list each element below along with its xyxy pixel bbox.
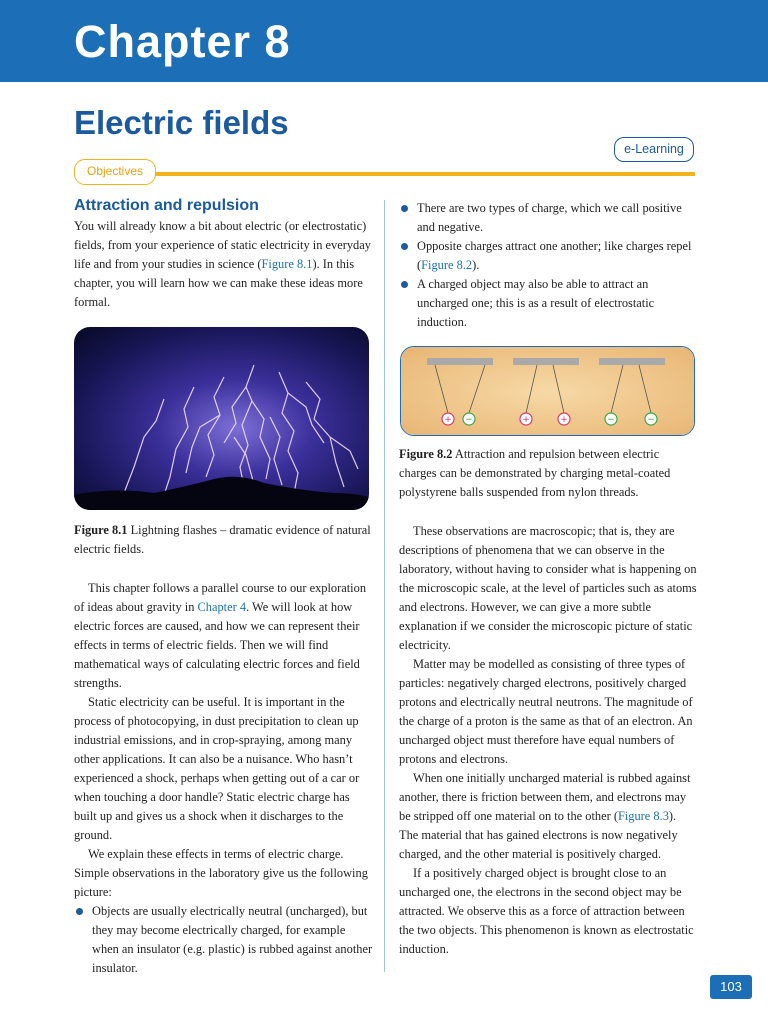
lightning-image xyxy=(74,327,369,510)
column-divider xyxy=(384,200,385,972)
charge-sign: − xyxy=(607,415,615,425)
figure-8-1-label: Figure 8.1 xyxy=(74,523,128,537)
bullet-icon xyxy=(401,243,408,250)
body-paragraph: We explain these effects in terms of electric charge. Simple observations in the laboratory give us the following picture: xyxy=(74,847,368,899)
chapter-number: Chapter 8 xyxy=(74,16,291,67)
elearning-button[interactable]: e-Learning xyxy=(614,137,694,162)
lightning-photo xyxy=(74,327,369,510)
paragraph-text: This chapter follows a parallel course to our exploration of ideas about gravity in xyxy=(74,581,367,614)
support-bar xyxy=(513,358,579,365)
list-item-text: Opposite charges attract one another; like charges repel ( xyxy=(417,239,692,272)
figure-8-3-link[interactable]: Figure 8.3 xyxy=(617,809,669,823)
right-body xyxy=(399,522,697,959)
body-paragraph xyxy=(74,579,374,693)
body-paragraph: Matter may be modelled as consisting of three types of particles: negatively charged electrons, positively charged protons and electrically neutral neutrons. The magnitude of the charge of a proton is the same as that of an electron. An uncharged object must therefore have equal numbers of protons and electrons. xyxy=(399,657,693,766)
intro-text: You will already know a bit about electric (or electrostatic) fields, from your experience of static electricity in everyday life and from your studies in science ( xyxy=(74,219,371,271)
figure-8-2-caption xyxy=(399,445,697,502)
bullet-icon xyxy=(401,205,408,212)
objectives-button[interactable]: Objectives xyxy=(74,159,156,185)
objectives-rule xyxy=(150,172,695,176)
charge-sign: − xyxy=(647,415,655,425)
chapter-title: Electric fields xyxy=(74,104,289,141)
figure-8-2-caption-text: Attraction and repulsion between electric charges can be demonstrated by charging metal-coated polystyrene balls suspended from nylon threads. xyxy=(399,447,671,499)
support-bar xyxy=(599,358,665,365)
chapter-4-link[interactable]: Chapter 4 xyxy=(197,600,247,614)
body-paragraph xyxy=(399,769,697,864)
paragraph-text-end: ). The material that has gained electrons is now negatively charged, and the other material is positively charged. xyxy=(399,809,678,861)
figure-8-2-label: Figure 8.2 xyxy=(399,447,453,461)
intro-paragraph xyxy=(74,217,374,312)
bullet-list xyxy=(74,902,374,978)
chapter-banner xyxy=(0,0,768,82)
charged-balls-figure xyxy=(400,346,695,436)
figure-8-2-link[interactable]: Figure 8.2 xyxy=(421,258,473,272)
bullet-icon xyxy=(76,908,83,915)
body-paragraph: Static electricity can be useful. It is important in the process of photocopying, in dust precipitation to clean up industrial emissions, and in crop-spraying, among many other applications. It can also be a nuisance. Who hasn’t experienced a shock, perhaps when getting out of a car or when touching a door handle? Static electric charge has built up and gives us a shock when it discharges to the ground. xyxy=(74,695,360,842)
figure-8-1-caption xyxy=(74,521,374,559)
list-item-text: A charged object may also be able to attract an uncharged one; this is as a result of electrostatic induction. xyxy=(417,277,655,329)
right-bullets xyxy=(399,199,697,332)
paragraph-text: When one initially uncharged material is rubbed against another, there is friction between them, and electrons may be stripped off one material on to the other ( xyxy=(399,771,691,823)
figure-8-1-link[interactable]: Figure 8.1 xyxy=(261,257,313,271)
charge-sign: + xyxy=(522,415,530,425)
section-heading: Attraction and repulsion xyxy=(74,197,259,214)
list-item xyxy=(74,902,374,978)
bullet-icon xyxy=(401,281,408,288)
left-body xyxy=(74,579,374,978)
paragraph-text-end: . We will look at how electric forces are caused, and how we can represent their effects in terms of electric fields. Then we will find mathematical ways of calculating electric forces and field strengths. xyxy=(74,600,360,690)
support-bar xyxy=(427,358,493,365)
charge-sign: + xyxy=(444,415,452,425)
list-item xyxy=(399,237,697,275)
list-item-text: There are two types of charge, which we call positive and negative. xyxy=(417,201,682,234)
body-paragraph: These observations are macroscopic; that is, they are descriptions of phenomena that we can observe in the laboratory, without having to consider what is happening on the microscopic scale, at the level of particles such as atoms and electrons. However, we can give a more subtle explanation if we consider the microscopic picture of static electricity. xyxy=(399,524,697,652)
list-item xyxy=(399,199,697,237)
list-item xyxy=(399,275,697,332)
list-item-text: Objects are usually electrically neutral (uncharged), but they may become electrically charged, for example when an insulator (e.g. plastic) is rubbed against another insulator. xyxy=(92,904,373,975)
page-number: 103 xyxy=(710,975,752,999)
charged-balls-diagram xyxy=(401,347,695,436)
intro-text-end: ). In this chapter, you will learn how we can make these ideas more formal. xyxy=(74,257,363,309)
body-paragraph: If a positively charged object is brought close to an uncharged one, the electrons in the second object may be attracted. We observe this as a force of attraction between the two objects. This phenomenon is known as electrostatic induction. xyxy=(399,866,694,956)
bullet-list xyxy=(399,199,697,332)
figure-8-1-caption-text: Lightning flashes – dramatic evidence of natural electric fields. xyxy=(74,523,371,556)
list-item-text-end: ). xyxy=(472,258,480,272)
charge-sign: + xyxy=(560,415,568,425)
charge-sign: − xyxy=(465,415,473,425)
